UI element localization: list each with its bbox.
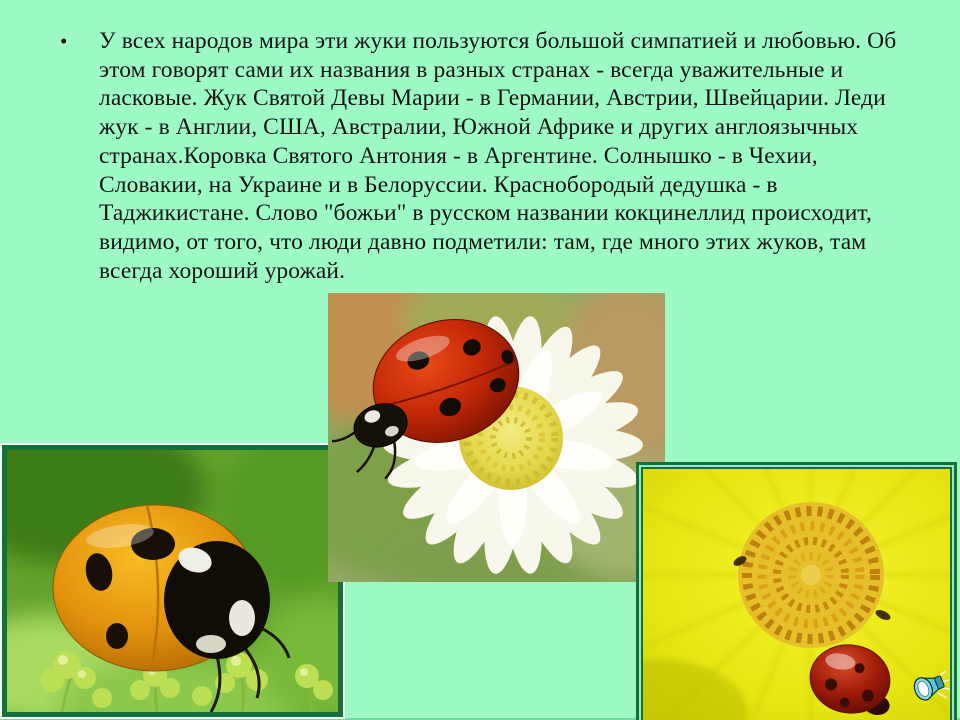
ladybug-on-daisy-photo [328,293,665,582]
ladybug-on-yellow-flower-photo [641,467,952,720]
bullet-marker: • [60,29,68,53]
slide-paragraph: У всех народов мира эти жуки пользуются большой симпатией и любовью. Об этом говорят сами их названия в разных странах - всегда уважительные и ласковые. Жук Святой Девы Марии - в Германии, Австрии, Швейцарии. Леди жук - в Англии, США, Австралии, Южной Африке и других англоязычных странах.Коровка Святого Антония - в Аргентине. Солнышко - в Чехии, Словакии, на Украине и в Белоруссии. Краснобородый дедушка - в Таджикистане. Слово "божьи" в русском названии кокцинеллид происходит, видимо, от того, что люди давно подметили: там, где много этих жуков, там всегда хороший урожай. [99,28,897,284]
speaker-icon[interactable] [908,663,952,707]
orange-ladybug-photo-frame [0,443,345,719]
slide-text-block [56,27,908,285]
orange-ladybug-photo [2,445,343,717]
